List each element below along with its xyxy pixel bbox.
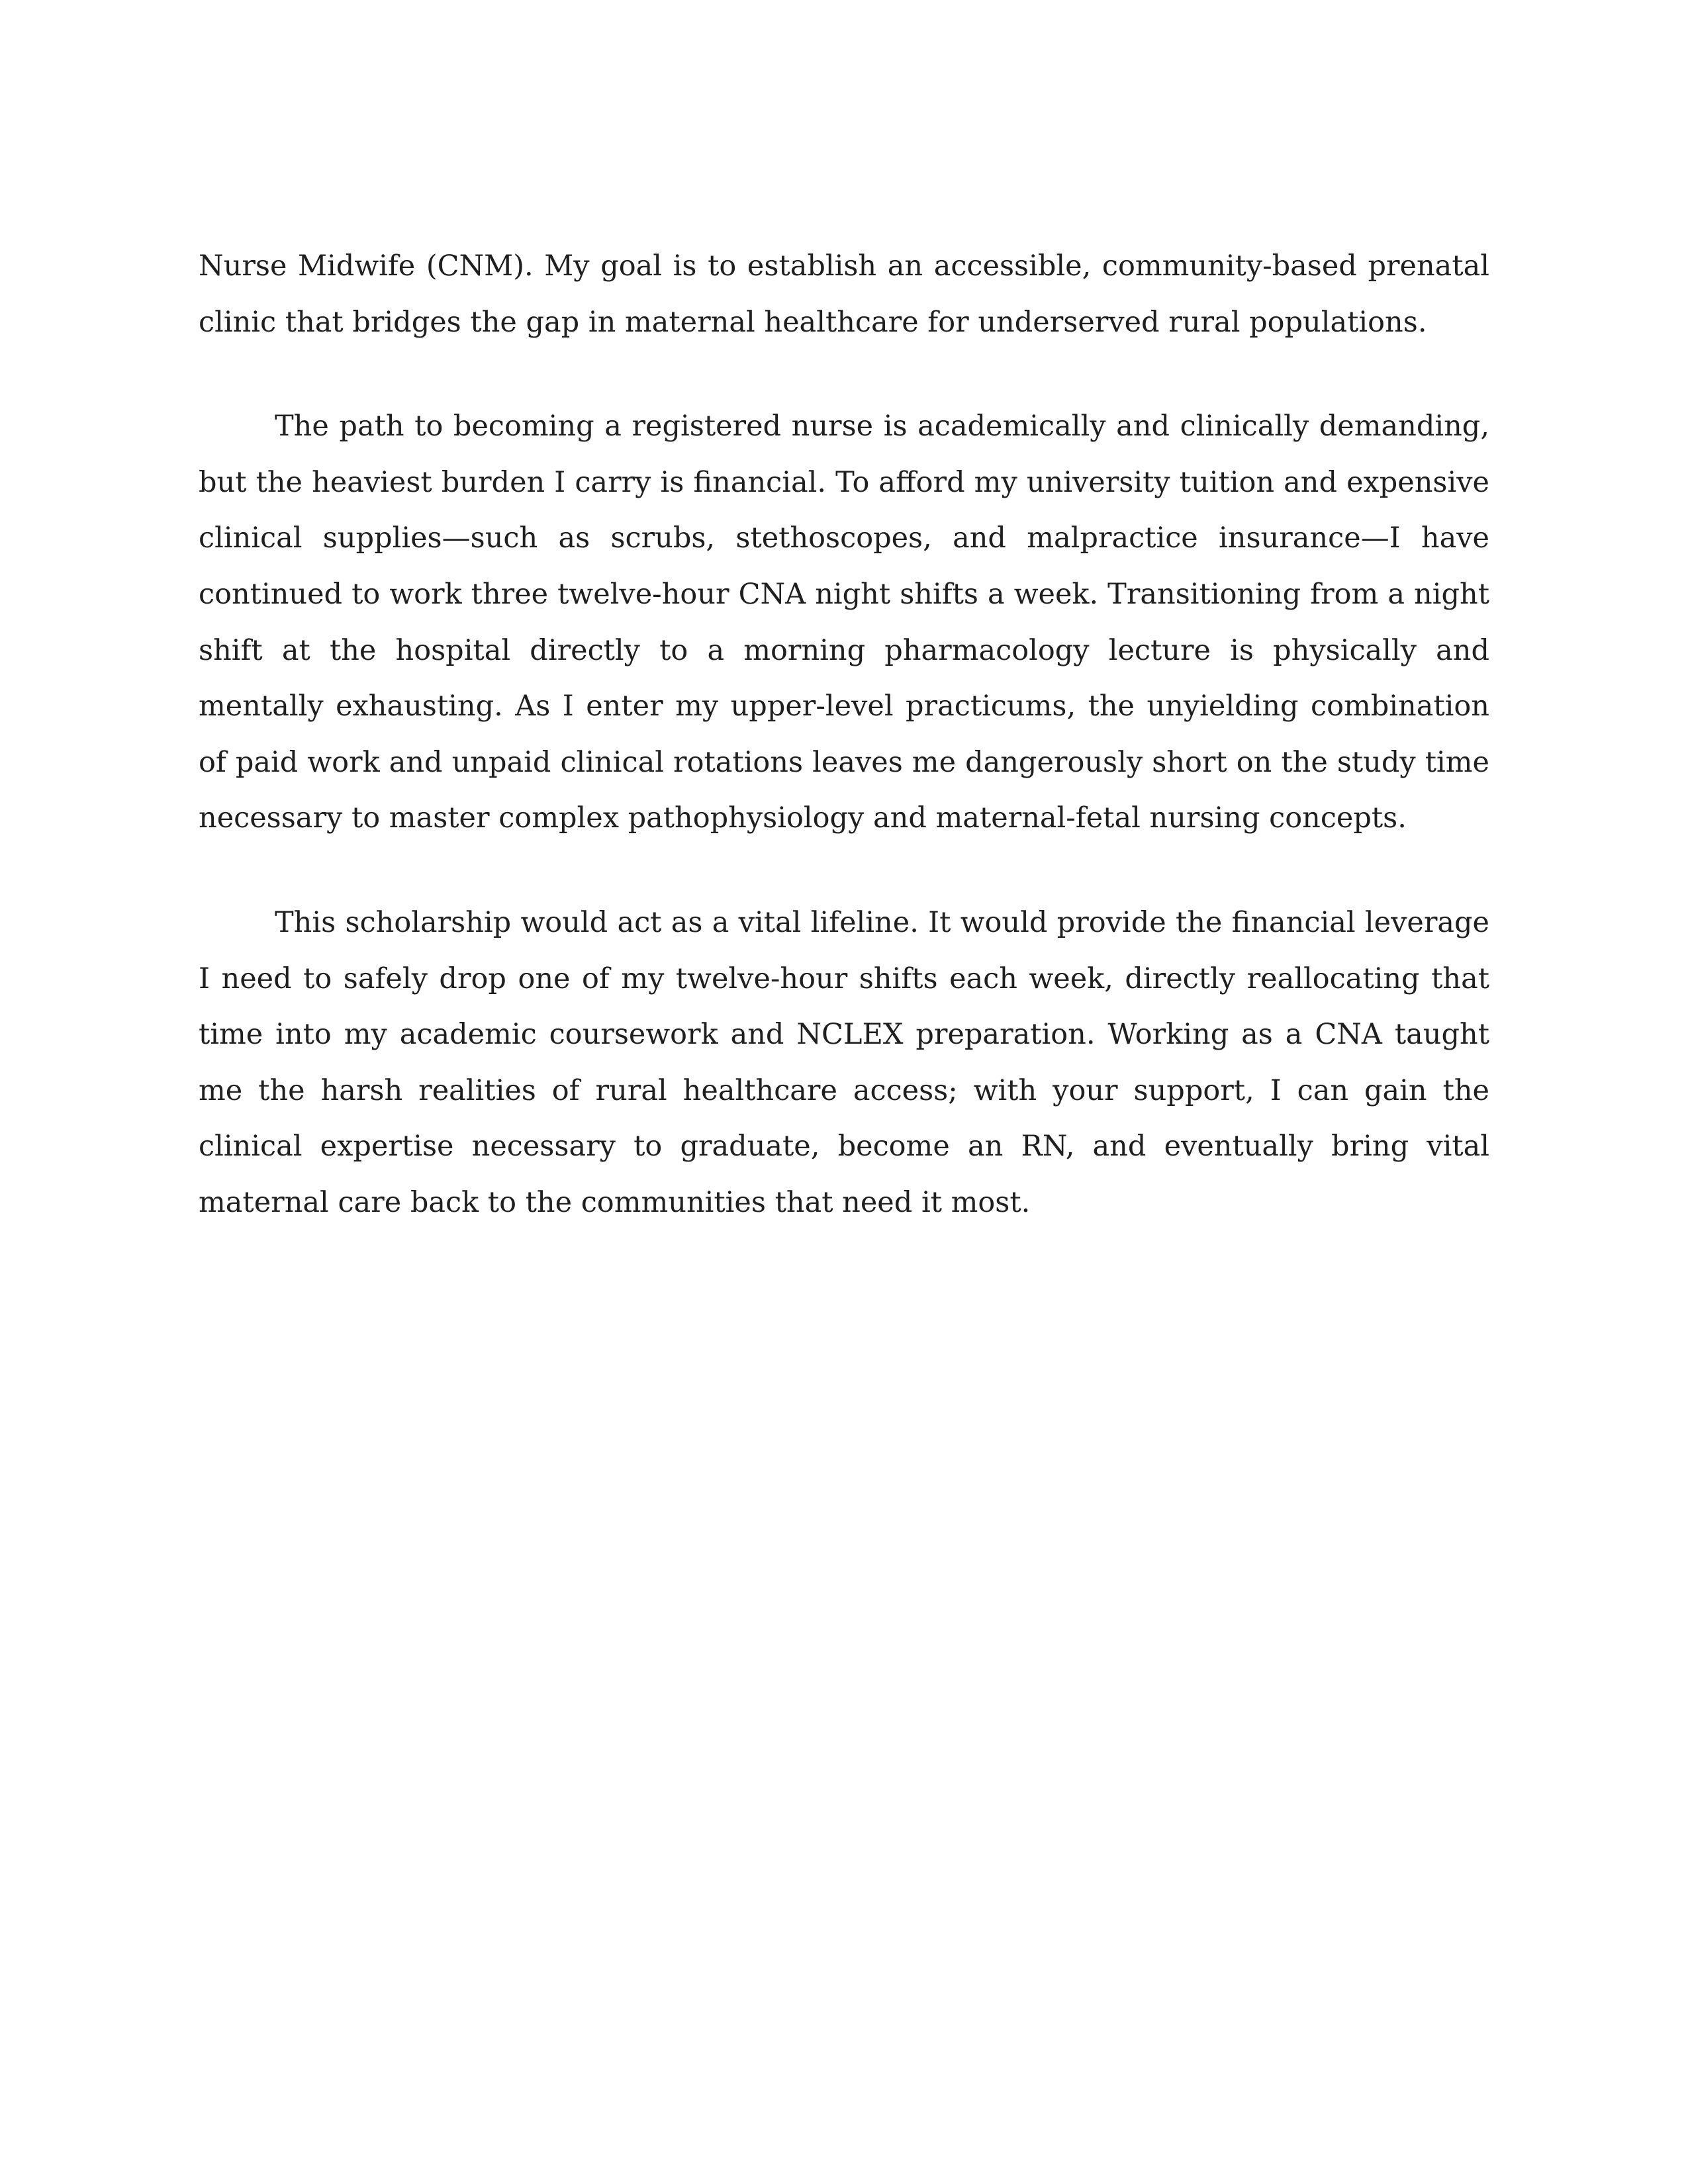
document-body bbox=[199, 238, 1489, 1279]
paragraph-financial-burden: The path to becoming a registered nurse is academically and clinically demanding, but the heaviest burden I carry is financial. To afford my university tuition and expensive clinical supplies—such as scrubs, stethoscopes, and malpractice insurance—I have continued to work three twelve-hour CNA night shifts a week. Transitioning from a night shift at the hospital directly to a morning pharmacology lecture is physically and mentally exhausting. As I enter my upper-level practicums, the unyielding combination of paid work and unpaid clinical rotations leaves me dangerously short on the study time necessary to master complex pathophysiology and maternal-fetal nursing concepts. bbox=[199, 410, 1489, 835]
paragraph-scholarship-impact: This scholarship would act as a vital lifeline. It would provide the financial leverage I need to safely drop one of my twelve-hour shifts each week, directly reallocating that time into my academic coursework and NCLEX preparation. Working as a CNA taught me the harsh realities of rural healthcare access; with your support, I can gain the clinical expertise necessary to graduate, become an RN, and eventually bring vital maternal care back to the communities that need it most. bbox=[199, 905, 1489, 1219]
paragraph-continuation: Nurse Midwife (CNM). My goal is to establish an accessible, community-based prenatal clinic that bridges the gap in maternal healthcare for underserved rural populations. bbox=[199, 250, 1489, 339]
